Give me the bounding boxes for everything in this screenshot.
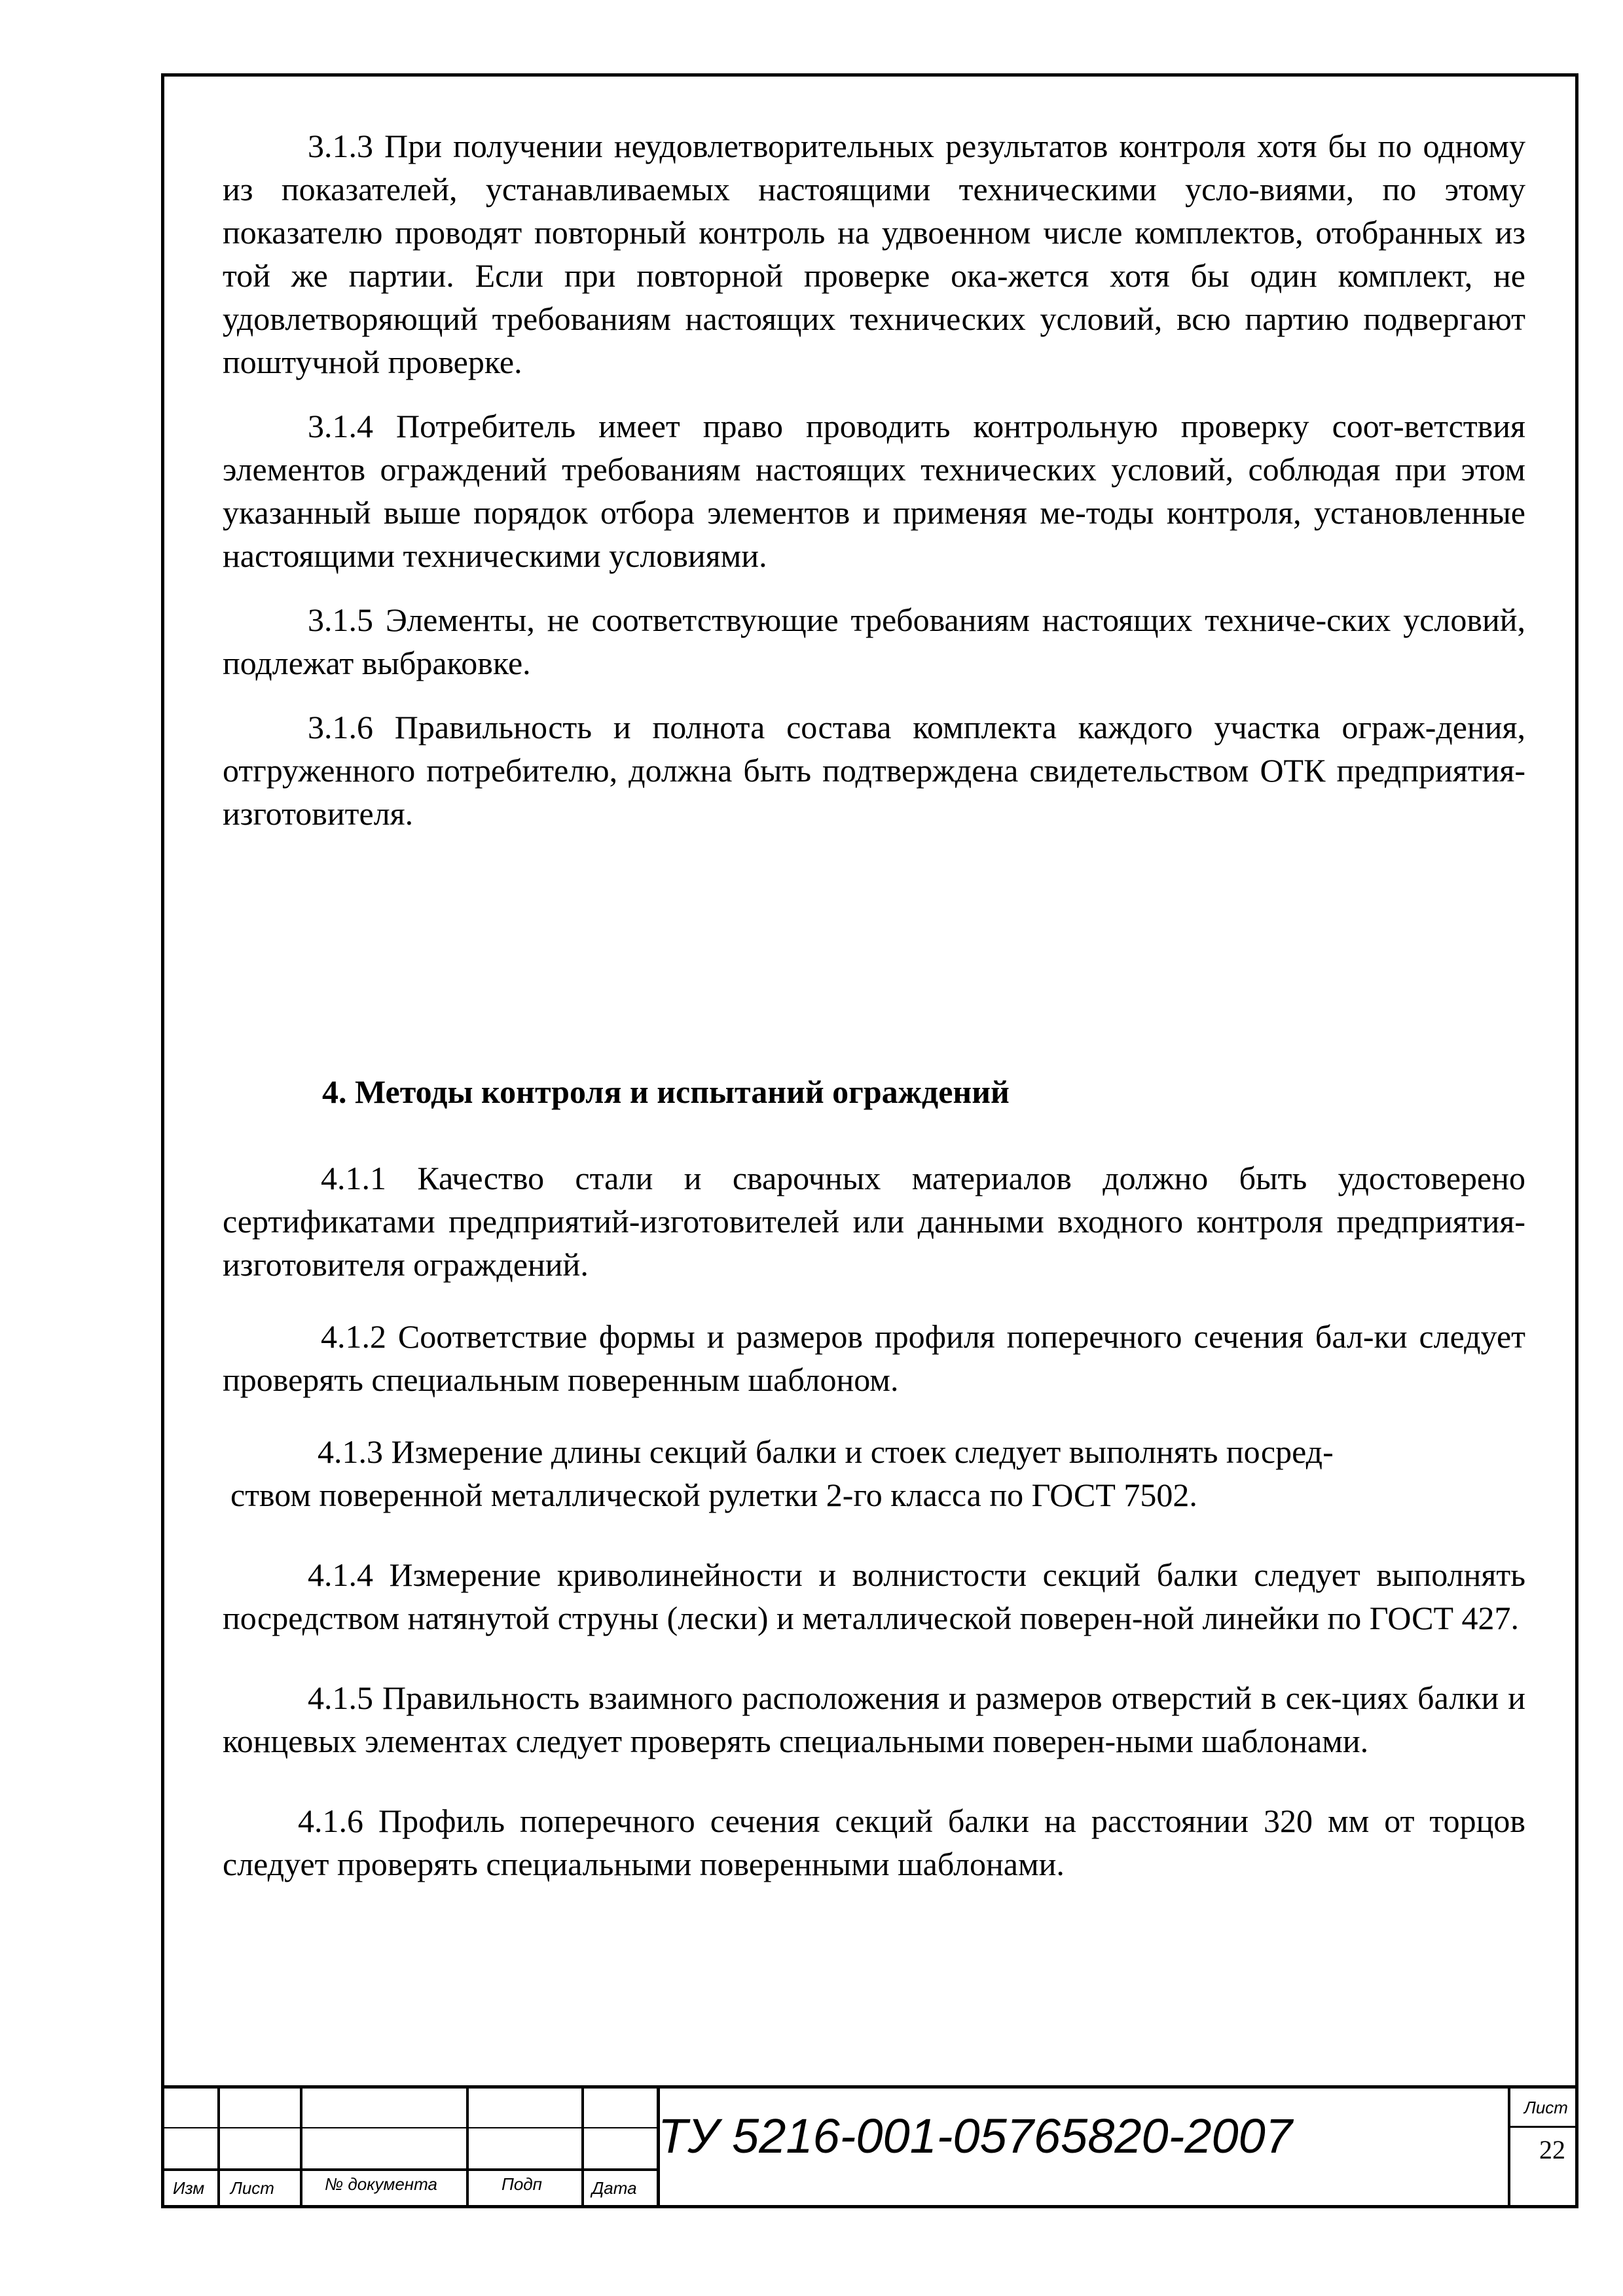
col-label-doc-number: № документа (325, 2174, 437, 2194)
paragraph-4-1-2: 4.1.2 Соответствие формы и размеров профиля поперечного сечения бал-ки следует проверять специальным поверенным шаблоном. (223, 1318, 1525, 1398)
col-label-data: Дата (592, 2178, 637, 2198)
title-block-col-line-1 (217, 2085, 220, 2208)
sheet-box-divider (1508, 2126, 1578, 2128)
paragraph-3-1-3: 3.1.3 При получении неудовлетворительных результатов контроля хотя бы по одному из показателей, устанавливаемых настоящими техническими усло-виями, по этому показателю проводят повторный контроль на удвоенном числе комплектов, отобранных из той же партии. Если при повторной проверке ока-жется хотя бы один комплект, не удовлетворяющий требованиям настоящих технических условий, всю партию подвергают поштучной проверке. (223, 128, 1525, 380)
paragraph-3-1-6: 3.1.6 Правильность и полнота состава комплекта каждого участка ограж-дения, отгруженного потребителю, должна быть подтверждена свидетельством ОТК предприятия- изготовителя. (223, 709, 1525, 832)
paragraph-4-1-6: 4.1.6 Профиль поперечного сечения секций балки на расстоянии 320 мм от торцов следует проверять специальными поверенными шаблонами. (223, 1803, 1525, 1882)
title-block-row-line-1 (161, 2127, 659, 2128)
col-label-podp: Подп (501, 2174, 542, 2194)
paragraph-4-1-1: 4.1.1 Качество стали и сварочных материалов должно быть удостоверено сертификатами предприятий-изготовителей или данными входного контроля предприятия-изготовителя ограждений. (223, 1160, 1525, 1283)
title-block-top-border (161, 2085, 1578, 2089)
paragraph-4-1-3-line1: 4.1.3 Измерение длины секций балки и стоек следует выполнять посред- (318, 1433, 1334, 1470)
title-block-col-line-3 (466, 2085, 469, 2208)
paragraph-4-1-3-line2: ством поверенной металлической рулетки 2-го класса по ГОСТ 7502. (230, 1477, 1197, 1513)
col-label-list: Лист (230, 2178, 274, 2198)
sheet-number: 22 (1539, 2135, 1565, 2164)
section-4-heading: 4. Методы контроля и испытаний ограждений (322, 1073, 1010, 1110)
sheet-label: Лист (1524, 2098, 1568, 2117)
paragraph-3-1-5: 3.1.5 Элементы, не соответствующие требованиям настоящих техниче-ских условий, подлежат выбраковке. (223, 601, 1525, 681)
document-code: ТУ 5216-001-05765820-2007 (658, 2109, 1292, 2163)
title-block-col-line-2 (300, 2085, 302, 2208)
paragraph-4-1-5: 4.1.5 Правильность взаимного расположения и размеров отверстий в сек-циях балки и концевых элементах следует проверять специальными поверен-ными шаблонами. (223, 1679, 1525, 1759)
col-label-izm: Изм (173, 2178, 205, 2198)
section-4-body (223, 1157, 1525, 1886)
title-block-col-line-4 (581, 2085, 584, 2208)
paragraph-3-1-4: 3.1.4 Потребитель имеет право проводить контрольную проверку соот-ветствия элементов ограждений требованиям настоящих технических условий, соблюдая при этом указанный выше порядок отбора элементов и применяя ме-тоды контроля, установленные настоящими техническими условиями. (223, 408, 1525, 574)
title-block-row-line-2 (161, 2168, 659, 2171)
section-3-body (223, 124, 1525, 835)
paragraph-4-1-4: 4.1.4 Измерение криволинейности и волнистости секций балки следует выполнять посредством натянутой струны (лески) и металлической поверен-ной линейки по ГОСТ 427. (223, 1556, 1525, 1636)
